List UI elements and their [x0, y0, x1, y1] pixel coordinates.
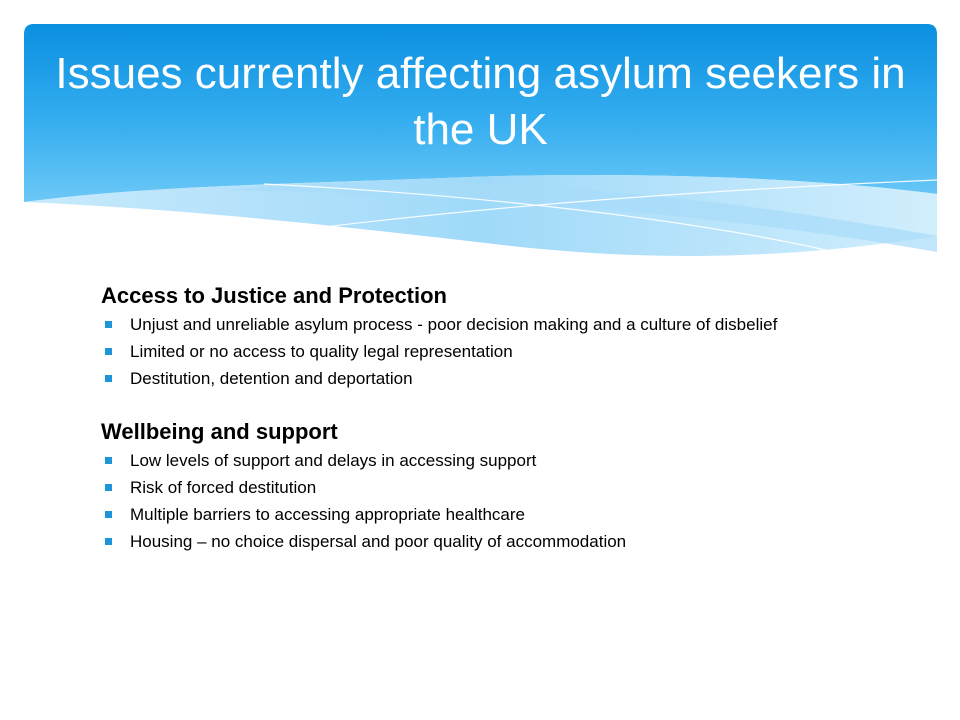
square-bullet-icon	[105, 348, 112, 355]
list-item-text: Multiple barriers to accessing appropriate healthcare	[130, 505, 525, 524]
list-item-text: Low levels of support and delays in accessing support	[130, 451, 537, 470]
list-item-text: Destitution, detention and deportation	[130, 369, 413, 388]
bullet-list-wellbeing	[101, 452, 861, 551]
list-item-text: Risk of forced destitution	[130, 478, 317, 497]
square-bullet-icon	[105, 457, 112, 464]
list-item	[101, 370, 861, 388]
list-item-text: Unjust and unreliable asylum process - poor decision making and a culture of disbelief	[130, 315, 778, 334]
square-bullet-icon	[105, 511, 112, 518]
list-item-text: Limited or no access to quality legal representation	[130, 342, 513, 361]
list-item	[101, 316, 861, 334]
slide-body	[101, 282, 861, 560]
title-banner	[24, 24, 937, 264]
list-item	[101, 452, 861, 470]
list-item	[101, 479, 861, 497]
section-heading-wellbeing: Wellbeing and support	[101, 419, 338, 444]
square-bullet-icon	[105, 484, 112, 491]
bullet-list-justice	[101, 316, 861, 388]
slide-title: Issues currently affecting asylum seekers in the UK	[55, 49, 906, 154]
list-item-text: Housing – no choice dispersal and poor quality of accommodation	[130, 532, 627, 551]
square-bullet-icon	[105, 321, 112, 328]
list-item	[101, 533, 861, 551]
list-item	[101, 343, 861, 361]
section-heading-justice: Access to Justice and Protection	[101, 283, 447, 308]
list-item	[101, 506, 861, 524]
square-bullet-icon	[105, 538, 112, 545]
square-bullet-icon	[105, 375, 112, 382]
